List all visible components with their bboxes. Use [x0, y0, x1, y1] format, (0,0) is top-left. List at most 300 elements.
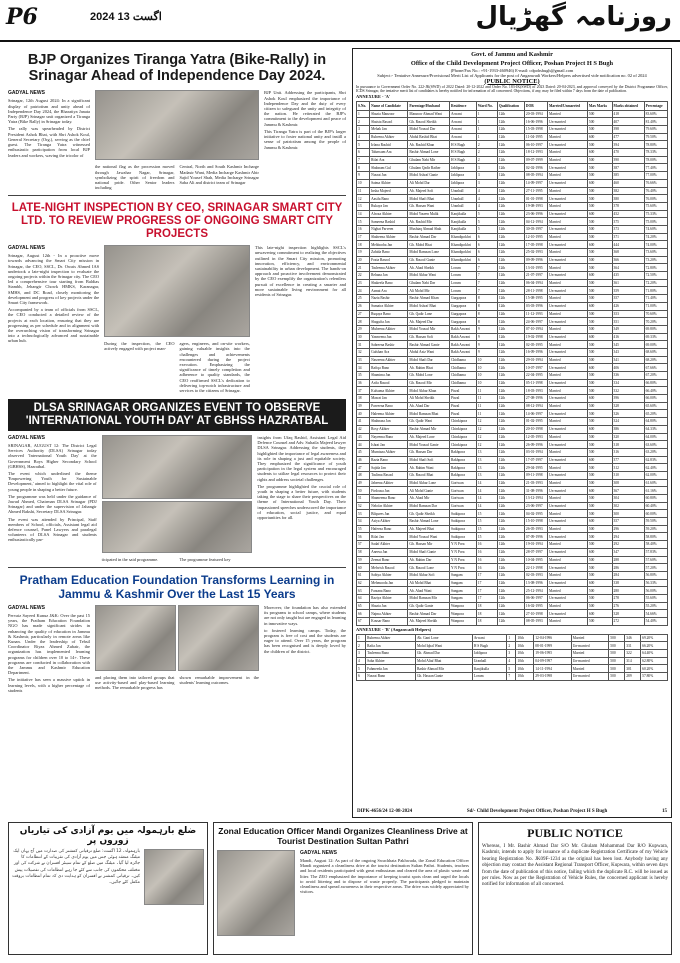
table-cell: Y N Pora — [449, 541, 476, 549]
table-row — [357, 179, 668, 187]
table-cell: 66 — [357, 610, 370, 618]
article-bjp-tiranga-yatra — [8, 52, 346, 190]
table-cell: Shazia Jan — [370, 602, 408, 610]
table-cell: 416 — [612, 333, 644, 341]
table-row — [357, 287, 668, 295]
table-header: DOB — [524, 101, 547, 110]
table-cell: Un-married — [548, 456, 588, 464]
table-cell: 6 — [476, 256, 497, 264]
table-cell: Shameema Bano — [370, 495, 408, 503]
table-row — [357, 571, 668, 579]
table-cell: 500 — [609, 642, 625, 650]
table-cell: Married — [571, 650, 609, 658]
table-cell: 12th — [497, 225, 524, 233]
paragraph: ticipated in the said programme. — [101, 556, 159, 562]
table-cell: 13 — [357, 202, 370, 210]
table-cell: 7 — [476, 272, 497, 280]
table-cell: Sangam — [449, 594, 476, 602]
table-cell: Shaista Rasool — [370, 118, 408, 126]
table-cell: 60.80% — [644, 495, 667, 503]
table-cell: 3 — [476, 179, 497, 187]
table-row — [357, 541, 668, 549]
table-cell: 12th — [497, 249, 524, 257]
table-cell: 349 — [612, 325, 644, 333]
table-cell: 12th — [497, 172, 524, 180]
table-cell: Gh. Rasool Ganie — [408, 256, 450, 264]
table-cell: Mohd Ashraf Bhat — [408, 302, 450, 310]
table-header: Parentage/Husband — [408, 101, 450, 110]
table-cell: 12th — [497, 218, 524, 226]
table-cell: 12th — [497, 348, 524, 356]
table-cell: 12th — [497, 533, 524, 541]
table-cell: Uranhall — [449, 202, 476, 210]
table-cell: 357 — [612, 295, 644, 303]
table-cell: Shamima Jan — [370, 372, 408, 380]
table-cell: 1 — [476, 118, 497, 126]
table-cell: Rafiqa Bano — [370, 364, 408, 372]
table-row — [357, 325, 668, 333]
table-header: Qualification — [497, 101, 524, 110]
table-row — [357, 256, 668, 264]
table-cell: 18-03-1993 — [524, 387, 547, 395]
table-cell: Chinkipora — [449, 418, 476, 426]
public-notice-heading[interactable]: PUBLIC NOTICE — [527, 826, 623, 840]
paragraph: Whereas, I Mr. Bashir Ahmad Dar S/O Mr. Ghulam Mohammad Dar R/O Kupwara, Kashmir, intends to apply for issuance of a duplicate Registration Certificate of my Vehicle bearing Registration No. JK09F-1234 as the original has been lost. Anybody having any objection may contact the Assistant Regional Transport Officer, Kupwara, within seven days from the date of publication of this notice, failing which the duplicate R.C. will be issued as per rules. Now as per the Registration of Vehicle Rules, the concerned applicant is hereby notified for information of all concerned. — [482, 844, 668, 888]
table-cell: Gh. Rasool Bhat — [408, 471, 450, 479]
table-cell: 10-04-1995 — [524, 556, 547, 564]
table-cell: 500 — [587, 564, 612, 572]
table-cell: 06-06-1997 — [524, 594, 547, 602]
table-cell: 53 — [357, 510, 370, 518]
table-cell: 12-10-1995 — [524, 233, 547, 241]
table-cell: 17-05-1998 — [524, 241, 547, 249]
table-cell: 62.40% — [644, 464, 667, 472]
table-cell: 368 — [612, 249, 644, 257]
table-cell: 03-01-1994 — [524, 448, 547, 456]
table-cell: Mubeena Akhter — [370, 325, 408, 333]
table-cell: 06-10-1997 — [524, 141, 547, 149]
table-cell: 377 — [612, 456, 644, 464]
table-cell: 3 — [507, 650, 516, 658]
table-cell: Jabeena Akhter — [370, 479, 408, 487]
table-cell: 600 — [587, 610, 612, 618]
table-cell: Abdul Rashid Bhat — [408, 133, 450, 141]
table-cell: 500 — [587, 410, 612, 418]
table-cell: 59.20% — [644, 525, 667, 533]
table-cell: 49 — [357, 479, 370, 487]
notice-footer — [357, 809, 667, 814]
table-cell: Bilquees Jan — [370, 510, 408, 518]
table-cell: 65.60% — [644, 402, 667, 410]
table-cell: 47 — [357, 464, 370, 472]
table-cell: Un-married — [548, 487, 588, 495]
table-cell: Married — [548, 618, 588, 626]
table-cell: 15 — [357, 218, 370, 226]
table-cell: 9 — [476, 348, 497, 356]
table-cell: Married — [548, 218, 588, 226]
table-cell: Un-married — [548, 502, 588, 510]
table-cell: Rehana Jan — [370, 272, 408, 280]
table-cell: 55.20% — [644, 602, 667, 610]
table-cell: 13-01-1995 — [524, 264, 547, 272]
article-dlsa — [8, 399, 346, 562]
headline-smart-city[interactable]: LATE-NIGHT INSPECTION BY CEO, SRINAGAR SMART CITY LTD. TO REVIEW PROGRESS OF ONGOING SMART CITY PROJECTS — [11, 202, 343, 241]
table-cell: Mumtaza Akhter — [370, 448, 408, 456]
table-cell: Un-married — [548, 425, 588, 433]
table-cell: 12th — [497, 495, 524, 503]
table-cell: Mohd Yousuf Wani — [408, 533, 450, 541]
table-cell: 54.66% — [644, 610, 667, 618]
paragraph: This Tiranga Yatra is part of the BJP's larger initiative to foster national unity and instill a sense of patriotism among the people of Jammu & Kashmir. — [264, 128, 346, 150]
table-cell: 11-12-1993 — [524, 310, 547, 318]
table-cell: 312 — [612, 464, 644, 472]
notice-signature: Sd/- Child Development Project Officer, Poshan Project H S Bugh — [466, 809, 608, 814]
table-cell: 12th — [497, 525, 524, 533]
table-cell: Mohd Altaf Bhat — [415, 657, 472, 665]
table-cell: 12th — [497, 556, 524, 564]
table-cell: 34 — [357, 364, 370, 372]
table-cell: Ab. Gani Lone — [415, 634, 472, 642]
table-cell: 12 — [476, 418, 497, 426]
table-cell: 600 — [587, 241, 612, 249]
table-cell: Un-married — [548, 272, 588, 280]
table-cell: 69.33% — [644, 333, 667, 341]
table-cell: 23-06-1997 — [524, 502, 547, 510]
table-cell: 04-12-1994 — [524, 218, 547, 226]
table-cell: Wanpora — [449, 618, 476, 626]
table-cell: Shagufta Jan — [370, 318, 408, 326]
table-cell: Married — [548, 479, 588, 487]
table-cell: Saima Akhter — [370, 179, 408, 187]
table-cell: 14-11-1994 — [534, 665, 572, 673]
merit-list-table — [356, 101, 668, 626]
table-cell: Mohd Ramzan Bhat — [408, 410, 450, 418]
table-header: Max Marks — [587, 101, 612, 110]
table-cell: 2 — [357, 118, 370, 126]
table-cell: Chinkipora — [449, 441, 476, 449]
table-cell: 500 — [587, 387, 612, 395]
table-cell: 396 — [612, 395, 644, 403]
notice-subject: Subject:- Tentative Annexure/Provisional Merit List of Applicants for the post of Anganwadi Workers/Helpers advertised vide notification no. 02 of 2024 — [377, 72, 647, 78]
table-cell: Un-married — [548, 364, 588, 372]
table-cell: Y N Pora — [449, 556, 476, 564]
table-cell: 30-03-1997 — [524, 225, 547, 233]
table-cell: Un-married — [548, 441, 588, 449]
table-cell: Gurgapora — [449, 310, 476, 318]
table-cell: Un-married — [548, 533, 588, 541]
table-row — [357, 525, 668, 533]
table-cell: Bashir Ahmad Mir — [415, 665, 472, 673]
table-cell: 64.00% — [644, 433, 667, 441]
table-cell: Asiya Akhter — [370, 518, 408, 526]
paragraph: The event was attended by Principal, Staff members of School, officials, Assistant legal aid defence counsel, Panel Lawyers and paralegal volunteers of DLSA Srinagar and students enthusiastically par- — [8, 516, 97, 543]
cleanliness-drive-article — [213, 822, 473, 955]
table-cell: 15-08-1995 — [524, 295, 547, 303]
table-cell: 16 — [476, 564, 497, 572]
table-cell: Goriwan — [449, 479, 476, 487]
table-cell: 08-05-1994 — [524, 172, 547, 180]
table-cell: 32 — [357, 348, 370, 356]
notice-contact: (Phone/Fax No.: +91-1933-460946) E-mail: cdpohsbugh@gmail.com — [450, 67, 574, 73]
table-row — [357, 202, 668, 210]
table-cell: 385 — [612, 172, 644, 180]
table-cell: Mohd Shafi Dar — [408, 356, 450, 364]
pratham-photo-2 — [178, 605, 259, 671]
table-cell: 12th — [497, 310, 524, 318]
table-cell: Firdousa Jan — [370, 487, 408, 495]
divider — [8, 567, 346, 568]
table-cell: Married — [548, 387, 588, 395]
table-cell: Rubeena Akhter — [370, 133, 408, 141]
paragraph: Srinagar, 12th August 2024: In a significant display of patriotism and unity ahead of Independence Day 2024, the Bharatiya Janata Party (BJP) Srinagar unit organized a Tiranga Yatra (Bike Rally) in Srinagar today. — [8, 98, 90, 125]
table-cell: 12th — [497, 418, 524, 426]
table-cell: 10 — [357, 179, 370, 187]
table-cell: Married — [548, 187, 588, 195]
table-cell: 12th — [497, 594, 524, 602]
table-cell: 62.80% — [641, 657, 668, 665]
table-cell: Gh. Mohd Lone — [408, 372, 450, 380]
table-header: Ward No. — [476, 101, 497, 110]
table-cell: 9 — [476, 333, 497, 341]
table-row — [357, 218, 668, 226]
cleanliness-headline[interactable]: Zonal Education Officer Mandi Organizes Cleanliness Drive at Tourist Destination Sultan Pathri — [218, 826, 468, 846]
table-cell: 7 — [476, 264, 497, 272]
table-cell: 500 — [587, 495, 612, 503]
table-cell: 7 — [357, 156, 370, 164]
paragraph: Central, North and South Kashmir Incharge Madasir Wani, Media Incharge Kashmir Abir Sajid Yousef Shah, Media Incharge Srinagar Saba Ali and district team of Srinagar — [179, 164, 259, 186]
headline-dlsa[interactable]: DLSA SRINAGAR ORGANIZES EVENT TO OBSERVE 'INTERNATIONAL YOUTH DAY' AT GBHSS HAZRATBAL — [8, 399, 346, 431]
table-row — [357, 556, 668, 564]
table-cell: Un-married — [548, 164, 588, 172]
table-cell: Saba Akhter — [366, 657, 416, 665]
table-cell: 366 — [612, 256, 644, 264]
table-cell: 12th — [497, 318, 524, 326]
table-cell: 14 — [476, 495, 497, 503]
table-cell: 278 — [612, 594, 644, 602]
table-cell: 10th — [516, 665, 534, 673]
table-cell: Arwani — [472, 634, 507, 642]
table-cell: Abdul Aziz Wani — [408, 348, 450, 356]
table-cell: 24-06-1997 — [524, 318, 547, 326]
table-cell: Fozia Rasool — [370, 256, 408, 264]
table-cell: Zeenat Bano — [370, 556, 408, 564]
table-cell: Rubeena Akhter — [366, 634, 416, 642]
table-cell: 13-12-1994 — [524, 495, 547, 503]
table-cell: 11-04-1995 — [524, 133, 547, 141]
table-cell: 10th — [516, 673, 534, 681]
table-cell: 12th — [497, 195, 524, 203]
table-cell: 380 — [612, 195, 644, 203]
table-cell: Mushtaq Ahmad Shah — [408, 225, 450, 233]
table-cell: 19-01-1994 — [524, 541, 547, 549]
table-cell: Rakh Arwani — [449, 325, 476, 333]
table-row — [357, 665, 668, 673]
table-cell: Tasleema Akhter — [370, 264, 408, 272]
table-cell: 308 — [612, 479, 644, 487]
table-cell: 26-05-1993 — [524, 525, 547, 533]
table-cell: Un-married — [548, 564, 588, 572]
table-cell: 12-05-1993 — [524, 433, 547, 441]
table-cell: 01-02-1995 — [524, 418, 547, 426]
cleanliness-photo — [217, 850, 295, 936]
table-cell: Ali Mohd Ganie — [408, 487, 450, 495]
urdu-headline[interactable]: ضلع بارہمولہ میں یوم آزادی کی تیاریاں زوروں پر — [19, 826, 197, 846]
table-cell: Pirzal — [449, 395, 476, 403]
table-cell: Jablipora — [449, 179, 476, 187]
paragraph: Moreover, the foundation has also extended its programs to school camps, where students are not only taught but are engaged in learning in innovative ways. — [264, 604, 346, 626]
table-cell: 25-12-1994 — [524, 587, 547, 595]
table-cell: 10th — [516, 657, 534, 665]
table-row — [357, 172, 668, 180]
table-cell: 500 — [587, 471, 612, 479]
table-cell: 500 — [587, 256, 612, 264]
table-cell: 10 — [476, 356, 497, 364]
table-cell: 500 — [587, 587, 612, 595]
table-cell: 67 — [357, 618, 370, 626]
table-cell: Sangam — [449, 579, 476, 587]
table-cell: Un-married — [548, 141, 588, 149]
table-cell: Ishrat Jan — [370, 441, 408, 449]
table-cell: Sajida Jan — [370, 464, 408, 472]
table-cell: Pirzal — [449, 387, 476, 395]
table-cell: Kanjikulla — [449, 210, 476, 218]
table-cell: 76.66% — [644, 179, 667, 187]
table-cell: 373 — [612, 225, 644, 233]
table-cell: 08-12-1994 — [524, 402, 547, 410]
table-row — [357, 318, 668, 326]
table-cell: 357 — [612, 518, 644, 526]
table-cell: 500 — [587, 264, 612, 272]
table-cell: Rifat Ara — [370, 156, 408, 164]
paragraph: Pervaiz Sayeed Kunuz J&K: Over the past 15 years, the Pratham Education Foundation NGO has made significant strides in enhancing the quality of education in Jammu & Kashmir, particularly in remote areas like Kunan. Under the leadership of Tehsil Coordinator Riyaz Ahmed Zubair, the organization has implemented learning programs for children over 10 to 14+. These programs are conducted in collaboration with the Jammu and Kashmir Education Department. — [8, 612, 90, 676]
table-cell: Gh. Qadir Lone — [408, 310, 450, 318]
table-cell: 500 — [587, 141, 612, 149]
table-cell: Parveena Bano — [370, 402, 408, 410]
table-row — [357, 657, 668, 665]
table-cell: 320 — [612, 433, 644, 441]
table-cell: 12th — [497, 487, 524, 495]
table-cell: Khandipokhri — [449, 256, 476, 264]
table-row — [357, 225, 668, 233]
notice-title: (PUBLIC NOTICE) — [484, 77, 540, 85]
table-cell: Married — [548, 418, 588, 426]
table-cell: 23 — [357, 279, 370, 287]
table-cell: 15 — [476, 518, 497, 526]
table-cell: 10th — [516, 642, 534, 650]
table-cell: 5 — [357, 141, 370, 149]
table-cell: Sabreena Bashir — [370, 341, 408, 349]
table-cell: Nasreena Akhter — [370, 356, 408, 364]
table-cell: Bashir Ahmad Khan — [408, 295, 450, 303]
table-cell: 500 — [587, 402, 612, 410]
table-cell: 11 — [476, 387, 497, 395]
table-cell: Rakh Arwani — [449, 348, 476, 356]
table-cell: 12th — [497, 433, 524, 441]
table-row — [357, 164, 668, 172]
headline-bjp[interactable]: BJP Organizes Tiranga Yatra (Bike-Rally) in Srinagar Ahead of Independence Day 2024. — [27, 52, 327, 85]
table-cell: 16 — [357, 225, 370, 233]
table-cell: 500 — [587, 249, 612, 257]
table-cell: 600 — [587, 425, 612, 433]
table-cell: 500 — [587, 556, 612, 564]
table-cell: Gh. Qadir Ganie — [408, 602, 450, 610]
paragraph: The event which underlined the theme 'Empowering Youth for Sustainable Development,' aimed to highlight the vital role of young people in shaping a better future. — [8, 470, 97, 492]
table-header: Married/Unmarried — [548, 101, 588, 110]
table-cell: 30 — [357, 333, 370, 341]
table-cell: Married — [548, 571, 588, 579]
table-cell: 13-08-1996 — [524, 579, 547, 587]
table-cell: 12th — [497, 118, 524, 126]
table-cell: Ab. Ahad Wani — [408, 587, 450, 595]
table-cell: 12th — [497, 264, 524, 272]
table-cell: Gh. Hassan Dar — [408, 448, 450, 456]
byline: GADYAL NEWS — [8, 245, 45, 252]
table-cell: 26-09-1996 — [524, 441, 547, 449]
table-cell: 70.20% — [644, 318, 667, 326]
table-cell: 64.80% — [644, 418, 667, 426]
table-cell: 46 — [357, 456, 370, 464]
table-cell: Masrat Jan — [370, 395, 408, 403]
table-cell: 600 — [587, 487, 612, 495]
table-cell: 500 — [587, 510, 612, 518]
table-cell: Mohd Ramzan Dar — [408, 502, 450, 510]
table-cell: Married — [548, 264, 588, 272]
table-cell: 12th — [497, 387, 524, 395]
table-row — [357, 379, 668, 387]
table-cell: H S Bugh — [449, 156, 476, 164]
table-cell: 8 — [476, 318, 497, 326]
table-cell: 500 — [587, 464, 612, 472]
table-cell: 12th — [497, 471, 524, 479]
table-cell: 72.50% — [644, 272, 667, 280]
table-cell: 288 — [612, 556, 644, 564]
table-cell: 26 — [357, 302, 370, 310]
table-cell: Aasifa Bano — [370, 195, 408, 203]
table-cell: 12th — [497, 279, 524, 287]
table-cell: 407 — [612, 118, 644, 126]
table-cell: Uranhall — [449, 195, 476, 203]
table-cell: Mohd Akbar Lone — [408, 479, 450, 487]
table-cell: 15-10-1998 — [524, 518, 547, 526]
table-cell: 29-04-1995 — [524, 464, 547, 472]
table-cell: Gh. Ahmad Dar — [415, 650, 472, 658]
headline-pratham[interactable]: Pratham Education Foundation Transforms Learning in Jammu & Kashmir Over the Last 15 Years — [19, 573, 335, 601]
paragraph: The programme was held under the guidance of Jawad Ahmed, Chairman DLSA Srinagar (PDJ Srinagar) and under the supervision of Jahangir Ahmed Bakshi, Secretary DLSA Srinagar. — [8, 493, 97, 515]
notice-page-no: 15 — [661, 809, 667, 814]
table-cell: 08-01-1999 — [534, 642, 572, 650]
table-cell: Chidhama — [449, 364, 476, 372]
table-row — [357, 510, 668, 518]
table-cell: 316 — [612, 448, 644, 456]
table-row — [357, 118, 668, 126]
table-cell: Gulshan Ara — [370, 348, 408, 356]
table-cell: 8 — [476, 310, 497, 318]
table-cell: Married — [548, 110, 588, 118]
table-cell: Married — [548, 372, 588, 380]
table-cell: 02-02-1996 — [524, 164, 547, 172]
table-cell: Gh. Qadir Wani — [408, 418, 450, 426]
table-cell: 28-07-1997 — [524, 548, 547, 556]
table-cell: 1 — [476, 133, 497, 141]
table-cell: Lorum — [472, 673, 507, 681]
table-cell: 38 — [357, 395, 370, 403]
table-cell: 28 — [357, 318, 370, 326]
table-cell: Gurgapora — [449, 302, 476, 310]
bike-rally-photo — [95, 90, 259, 160]
table-row — [357, 141, 668, 149]
table-cell: 15-03-1998 — [524, 126, 547, 134]
table-cell: 500 — [587, 225, 612, 233]
